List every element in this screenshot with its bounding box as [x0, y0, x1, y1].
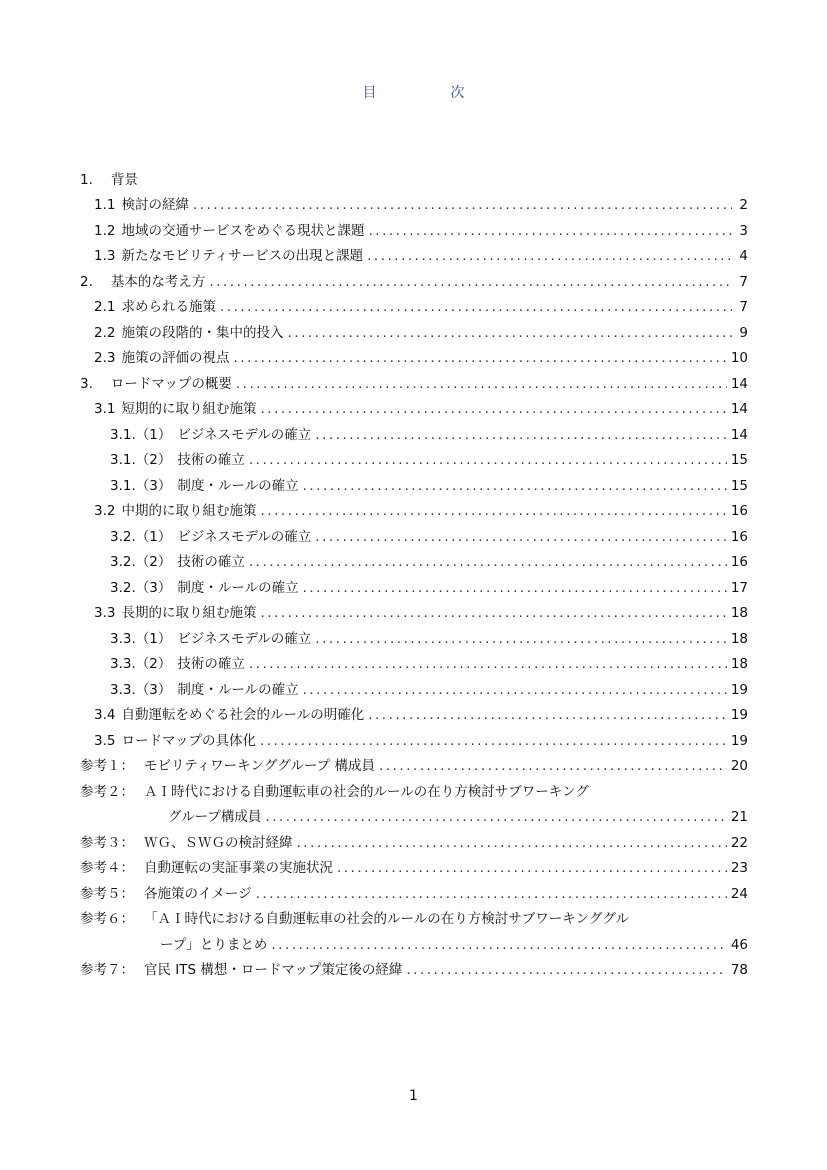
reference-page: 23: [730, 860, 748, 876]
leader-dots: [297, 835, 727, 851]
toc-entry[interactable]: [80, 443, 748, 469]
reference-entry-continued[interactable]: [80, 800, 748, 826]
toc-entry-page: 9: [739, 324, 748, 341]
reference-number: 参考４：: [80, 860, 134, 876]
toc-entry[interactable]: [80, 315, 748, 341]
leader-dots: [271, 937, 726, 953]
toc-entry-text: 求められる施策: [121, 299, 216, 315]
toc-entry-text: 長期的に取り組む施策: [121, 605, 257, 621]
toc-entry-text: 新たなモビリティサービスの出現と課題: [121, 248, 364, 264]
leader-dots: [315, 427, 727, 443]
toc-entry-text: ビジネスモデルの確立: [177, 528, 312, 545]
reference-number: 参考６：: [80, 911, 134, 927]
toc-entry[interactable]: [80, 392, 748, 418]
toc-entry-page: 4: [739, 248, 748, 264]
toc-entry-page: 18: [730, 605, 748, 621]
leader-dots: [249, 452, 727, 468]
toc-entry-text: 制度・ルールの確立: [177, 579, 299, 596]
toc-entry-text: 施策の段階的・集中的投入: [121, 324, 284, 341]
leader-dots: [303, 682, 727, 698]
toc-entry[interactable]: [80, 468, 748, 494]
leader-dots: [236, 376, 727, 392]
toc-entry-page: 19: [730, 707, 748, 723]
toc-entry-number: 3.3.（3）: [110, 681, 172, 698]
toc-entry-number: 3.2.（1）: [110, 528, 172, 545]
reference-text-continued: グループ構成員: [168, 809, 262, 825]
leader-dots: [303, 580, 727, 596]
toc-entry-text: 基本的な考え方: [110, 273, 206, 290]
toc-entry[interactable]: [80, 366, 748, 392]
toc-entry[interactable]: [80, 494, 748, 520]
toc-entry-page: 14: [730, 375, 748, 392]
leader-dots: [287, 325, 732, 341]
reference-text: 各施策のイメージ: [144, 885, 252, 902]
toc-entry-page: 18: [730, 656, 748, 672]
toc-entry[interactable]: [80, 188, 748, 214]
leader-dots: [379, 758, 727, 774]
toc-entry-text: ロードマップの概要: [110, 375, 232, 392]
toc-entry-text: 地域の交通サービスをめぐる現状と課題: [121, 222, 365, 239]
reference-number: 参考７：: [80, 962, 134, 978]
toc-entry[interactable]: [80, 417, 748, 443]
toc-entry-text: 施策の評価の視点: [121, 350, 230, 366]
toc-entry-page: 14: [730, 426, 748, 443]
toc-entry-number: 3.2.（2）: [110, 554, 172, 570]
toc-entry-page: 15: [730, 452, 748, 468]
reference-page: 78: [730, 962, 748, 978]
leader-dots: [265, 809, 726, 825]
toc-entry-number: 2.3: [94, 350, 116, 366]
leader-dots: [249, 554, 727, 570]
leader-dots: [315, 631, 727, 647]
toc-entry-number: 3.1.（1）: [110, 426, 172, 443]
toc-entry-text: 自動運転をめぐる社会的ルールの明確化: [121, 707, 365, 723]
leader-dots: [368, 223, 732, 239]
toc-entry-text: 短期的に取り組む施策: [121, 401, 257, 417]
toc-entry-page: 18: [730, 630, 748, 647]
reference-text: モビリティワーキンググループ 構成員: [144, 758, 375, 774]
toc-entry-text: ロードマップの具体化: [121, 732, 256, 749]
reference-entry[interactable]: [80, 902, 748, 928]
toc-entry-text: ビジネスモデルの確立: [177, 630, 312, 647]
toc-entry[interactable]: [80, 213, 748, 239]
table-of-contents: [80, 162, 748, 978]
toc-entry-number: 2.1: [94, 299, 116, 315]
reference-entry[interactable]: [80, 749, 748, 775]
leader-dots: [315, 529, 727, 545]
toc-entry[interactable]: [80, 239, 748, 265]
toc-entry-page: 19: [730, 681, 748, 698]
reference-text: 官民 ITS 構想・ロードマップ策定後の経緯: [144, 962, 403, 978]
leader-dots: [260, 401, 726, 417]
toc-entry-text: ビジネスモデルの確立: [177, 426, 312, 443]
leader-dots: [209, 274, 732, 290]
toc-entry[interactable]: [80, 290, 748, 316]
leader-dots: [303, 478, 727, 494]
toc-entry[interactable]: [80, 596, 748, 622]
toc-entry-page: 17: [730, 579, 748, 596]
reference-number: 参考２：: [80, 783, 134, 800]
toc-entry-number: 2.2: [94, 324, 116, 341]
toc-entry[interactable]: [80, 621, 748, 647]
toc-entry-page: 16: [730, 528, 748, 545]
reference-text: 「ＡＩ時代における自動運転車の社会的ルールの在り方検討サブワーキンググル: [144, 911, 629, 927]
toc-entry-page: 19: [730, 732, 748, 749]
toc-entry-text: 技術の確立: [177, 554, 245, 570]
toc-entry-text: 技術の確立: [177, 452, 245, 468]
leader-dots: [367, 248, 732, 264]
reference-page: 46: [730, 936, 748, 953]
reference-entry[interactable]: [80, 953, 748, 979]
reference-number: 参考１：: [80, 758, 134, 774]
toc-entry-text: 技術の確立: [177, 656, 245, 672]
toc-entry-page: 16: [730, 554, 748, 570]
toc-entry[interactable]: [80, 647, 748, 673]
toc-entry-text: 背景: [110, 171, 138, 188]
leader-dots: [337, 860, 727, 876]
toc-entry-number: 1.1: [94, 197, 116, 213]
toc-entry-number: 3.5: [94, 732, 116, 749]
reference-entry[interactable]: [80, 825, 748, 851]
toc-entry-number: 3.1: [94, 401, 116, 417]
leader-dots: [368, 707, 727, 723]
reference-text-continued: ープ」とりまとめ: [160, 936, 268, 953]
toc-entry-number: 3.4: [94, 707, 116, 723]
toc-entry-page: 15: [730, 477, 748, 494]
leader-dots: [260, 605, 726, 621]
leader-dots: [256, 886, 727, 902]
toc-entry-number: 3.3.（2）: [110, 656, 172, 672]
page-number: 1: [409, 1088, 418, 1104]
toc-entry[interactable]: [80, 698, 748, 724]
reference-number: 参考３：: [80, 834, 134, 851]
reference-entry[interactable]: [80, 876, 748, 902]
reference-text: 自動運転の実証事業の実施状況: [144, 860, 333, 876]
toc-entry-text: 制度・ルールの確立: [177, 681, 299, 698]
leader-dots: [260, 503, 726, 519]
toc-entry-page: 3: [739, 222, 748, 239]
toc-entry-text: 制度・ルールの確立: [177, 477, 299, 494]
leader-dots: [260, 733, 727, 749]
toc-entry-number: 3.1.（2）: [110, 452, 172, 468]
toc-entry-number: 1.: [80, 171, 93, 188]
toc-entry-page: 14: [730, 401, 748, 417]
leader-dots: [233, 350, 726, 366]
reference-text: ＷＧ、ＳＷＧの検討経緯: [144, 834, 293, 851]
toc-entry[interactable]: [80, 723, 748, 749]
toc-entry-page: 7: [739, 273, 748, 290]
toc-entry-number: 1.3: [94, 248, 116, 264]
toc-title: 目 次: [362, 85, 495, 101]
toc-entry-page: 7: [739, 299, 748, 315]
toc-entry[interactable]: [80, 162, 748, 188]
reference-text: ＡＩ時代における自動運転車の社会的ルールの在り方検討サブワーキング: [144, 783, 589, 800]
leader-dots: [193, 197, 732, 213]
toc-entry-page: 2: [739, 197, 748, 213]
reference-page: 20: [730, 758, 748, 774]
toc-entry-number: 1.2: [94, 222, 116, 239]
toc-entry[interactable]: [80, 519, 748, 545]
toc-entry-number: 3.3.（1）: [110, 630, 172, 647]
toc-entry-number: 3.3: [94, 605, 116, 621]
reference-entry[interactable]: [80, 774, 748, 800]
reference-entry-continued[interactable]: [80, 927, 748, 953]
toc-entry-page: 16: [730, 503, 748, 519]
toc-entry-number: 3.2: [94, 503, 116, 519]
reference-page: 21: [730, 809, 748, 825]
reference-number: 参考５：: [80, 885, 134, 902]
leader-dots: [220, 299, 732, 315]
toc-entry[interactable]: [80, 545, 748, 571]
toc-entry[interactable]: [80, 570, 748, 596]
toc-entry-text: 検討の経緯: [121, 197, 189, 213]
toc-entry-page: 10: [730, 350, 748, 366]
leader-dots: [406, 962, 726, 978]
toc-entry-number: 3.1.（3）: [110, 477, 172, 494]
leader-dots: [249, 656, 727, 672]
toc-entry-number: 2.: [80, 273, 93, 290]
reference-entry[interactable]: [80, 851, 748, 877]
toc-entry[interactable]: [80, 264, 748, 290]
toc-entry-text: 中期的に取り組む施策: [121, 503, 257, 519]
reference-page: 22: [730, 834, 748, 851]
toc-entry-number: 3.: [80, 375, 93, 392]
toc-entry[interactable]: [80, 672, 748, 698]
toc-entry[interactable]: [80, 341, 748, 367]
toc-entry-number: 3.2.（3）: [110, 579, 172, 596]
reference-page: 24: [730, 885, 748, 902]
